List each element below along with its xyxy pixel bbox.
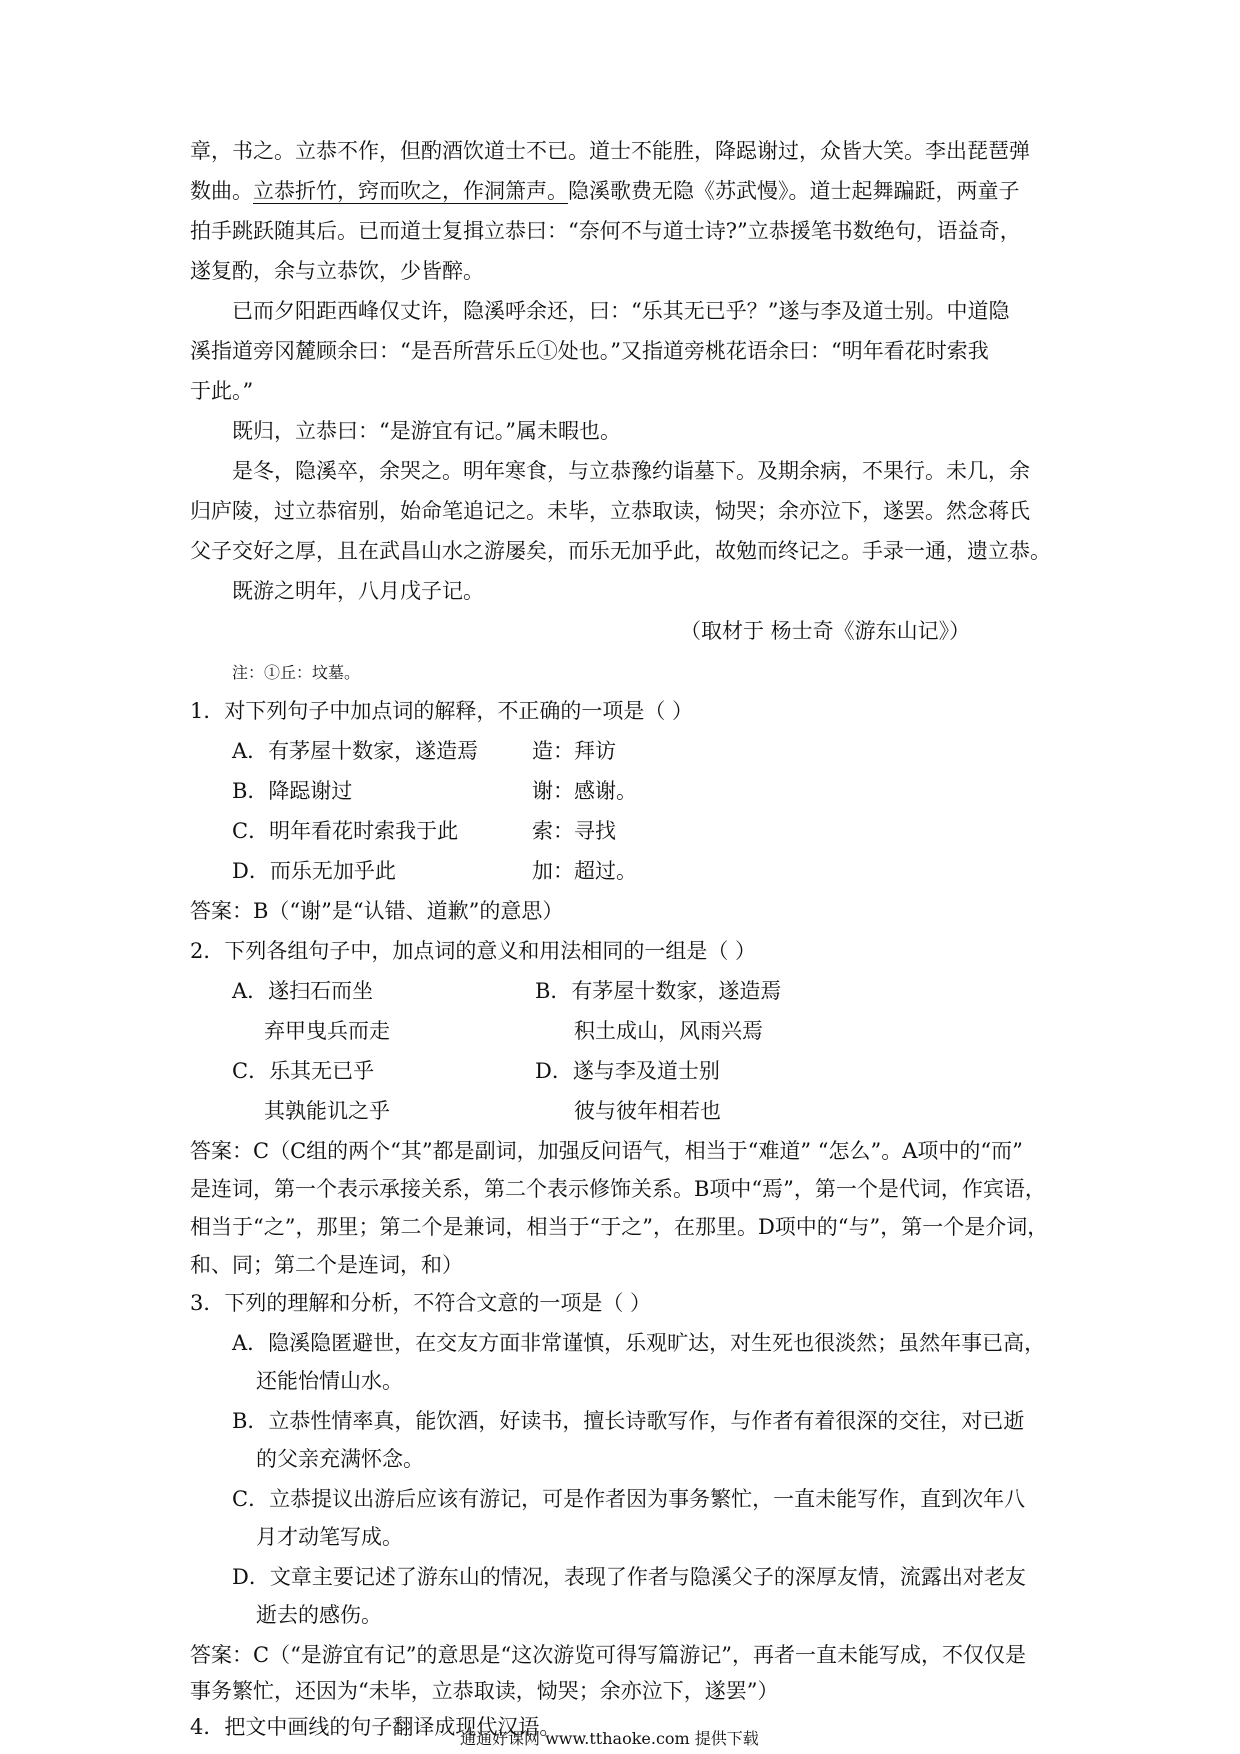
underlined-sentence: 立恭折竹，窍而吹之，作洞箫声。 xyxy=(253,179,568,203)
option: D．遂与李及道士别 xyxy=(535,1059,720,1083)
footnote: 注：①丘：坟墓。 xyxy=(232,663,361,682)
option: B．降跽谢过 xyxy=(232,779,353,803)
question-stem: 4．把文中画线的句子翻译成现代汉语。 xyxy=(190,1715,561,1739)
passage-line xyxy=(190,176,1020,206)
option: 弃甲曳兵而走 xyxy=(264,1019,390,1043)
option: B．立恭性情率真，能饮酒，好读书，擅长诗歌写作，与作者有着很深的交往，对已逝 xyxy=(232,1409,1025,1433)
option: A．有茅屋十数家，遂造焉 xyxy=(232,739,479,763)
passage-line xyxy=(190,216,1021,246)
option: C．立恭提议出游后应该有游记，可是作者因为事务繁忙，一直未能写作，直到次年八 xyxy=(232,1487,1026,1511)
option-gloss: 造：拜访 xyxy=(532,739,616,763)
passage-text: 拍手跳跃随其后。已而道士复揖立恭曰：“奈何不与道士诗?” xyxy=(190,219,748,243)
source-citation: （取材于 杨士奇《游东山记》） xyxy=(680,619,971,643)
passage-line: 既游之明年，八月戊子记。 xyxy=(232,579,484,603)
answer: 相当于“之”，那里；第二个是兼词，相当于“于之”，在那里。D项中的“与”，第一个是介词， xyxy=(190,1215,1049,1239)
option: 月才动笔写成。 xyxy=(256,1525,403,1549)
option-gloss: 谢：感谢。 xyxy=(532,779,637,803)
answer: 答案：C（C组的两个“其”都是副词，加强反问语气，相当于“难道” “怎么”。A项中的“而” xyxy=(190,1139,1023,1163)
passage-line xyxy=(190,136,1030,166)
option: B．有茅屋十数家，遂造焉 xyxy=(535,979,782,1003)
option: 的父亲充满怀念。 xyxy=(256,1447,424,1471)
option-gloss: 索：寻找 xyxy=(532,819,616,843)
passage-line: 归庐陵，过立恭宿别，始命笔追记之。未毕，立恭取读，恸哭；余亦泣下，遂罢。然念蒋氏 xyxy=(190,499,1030,523)
option: D．而乐无加乎此 xyxy=(232,859,396,883)
option: 逝去的感伤。 xyxy=(256,1603,382,1627)
question-stem: 2．下列各组句子中，加点词的意义和用法相同的一组是（ ） xyxy=(190,939,757,963)
passage-line: 于此。” xyxy=(190,379,254,403)
option: 其孰能讥之乎 xyxy=(264,1099,390,1123)
answer: 事务繁忙，还因为“未毕，立恭取读，恸哭；余亦泣下，遂罢”） xyxy=(190,1679,779,1703)
passage-text: 立恭援笔书数绝句，语益奇， xyxy=(747,219,1021,243)
option: 彼与彼年相若也 xyxy=(574,1099,721,1123)
option: 还能怡情山水。 xyxy=(256,1369,403,1393)
option: A．遂扫石而坐 xyxy=(232,979,374,1003)
option: D．文章主要记述了游东山的情况，表现了作者与隐溪父子的深厚友情，流露出对老友 xyxy=(232,1565,1026,1589)
answer: 是连词，第一个表示承接关系，第二个表示修饰关系。B项中“焉”，第一个是代词，作宾语， xyxy=(190,1177,1046,1201)
answer: 和、同；第二个是连词，和） xyxy=(190,1253,463,1277)
passage-text: 章，书之。立恭不作，但酌酒饮道士不已。道士不能胜，降跽谢过，众皆大笑。李出琵琶弹 xyxy=(190,139,1030,163)
passage-line: 父子交好之厚，且在武昌山水之游屡矣，而乐无加乎此，故勉而终记之。手录一通，遗立恭。 xyxy=(190,539,1051,563)
passage-line: 遂复酌，余与立恭饮，少皆醉。 xyxy=(190,259,484,283)
passage-text: 隐溪歌费无隐《苏武慢》。道士起舞蹁跹，两童子 xyxy=(568,179,1020,203)
question-stem: 3．下列的理解和分析，不符合文意的一项是（ ） xyxy=(190,1291,652,1315)
passage-line: 溪指道旁冈麓顾余曰：“是吾所营乐丘①处也。”又指道旁桃花语余曰：“明年看花时索我 xyxy=(190,339,989,363)
page-footer: 通通好课网 www.tthaoke.com 提供下载 xyxy=(460,1729,759,1748)
passage-line: 既归，立恭曰：“是游宜有记。”属未暇也。 xyxy=(232,419,621,443)
option: 积土成山，风雨兴焉 xyxy=(574,1019,763,1043)
passage-text: 数曲。 xyxy=(190,179,253,203)
option: A．隐溪隐匿避世，在交友方面非常谨慎，乐观旷达，对生死也很淡然；虽然年事已高， xyxy=(232,1331,1046,1355)
option-gloss: 加：超过。 xyxy=(532,859,637,883)
question-stem: 1．对下列句子中加点词的解释，不正确的一项是（ ） xyxy=(190,699,694,723)
option: C．乐其无已乎 xyxy=(232,1059,375,1083)
answer: 答案：C（“是游宜有记”的意思是“这次游览可得写篇游记”，再者一直未能写成，不仅仅是 xyxy=(190,1643,1027,1667)
option: C．明年看花时索我于此 xyxy=(232,819,459,843)
answer: 答案：B（“谢”是“认错、道歉”的意思） xyxy=(190,899,564,923)
passage-line: 是冬，隐溪卒，余哭之。明年寒食，与立恭豫约诣墓下。及期余病，不果行。未几，余 xyxy=(232,459,1030,483)
passage-line: 已而夕阳距西峰仅丈许，隐溪呼余还，曰：“乐其无已乎？”遂与李及道士别。中道隐 xyxy=(232,299,1010,323)
